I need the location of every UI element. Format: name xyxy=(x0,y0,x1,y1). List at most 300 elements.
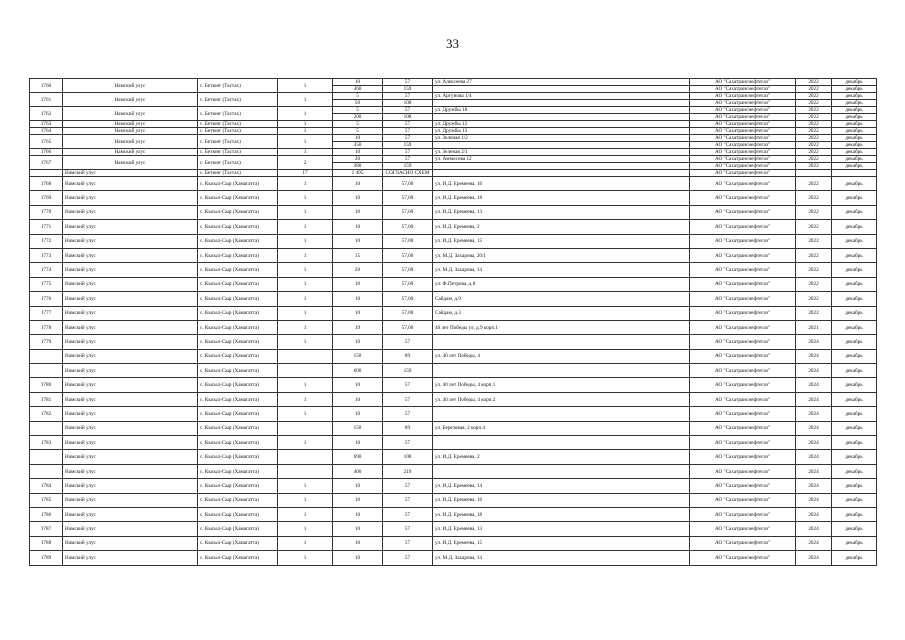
address-cell: ул. 40 лет Победы, 4 корп.1 xyxy=(433,378,690,392)
length-cell: 10 xyxy=(333,205,383,219)
diameter-cell: 57 xyxy=(383,436,433,450)
year-cell: 2022 xyxy=(796,79,832,86)
quantity-cell: 1 xyxy=(278,128,333,135)
quantity-cell: 1 xyxy=(278,306,333,320)
row-number: 1789 xyxy=(30,551,63,565)
region-cell: Намский улус xyxy=(63,479,198,493)
settlement-cell: с. Кысыл-Сыр (Хамагатта) xyxy=(198,277,278,291)
address-cell: Сайдам, д.3 xyxy=(433,306,690,320)
year-cell: 2022 xyxy=(796,156,832,163)
region-cell: Намский улус xyxy=(63,436,198,450)
organization-cell: АО "Сахатранснефтегаз" xyxy=(690,536,796,550)
organization-cell: АО "Сахатранснефтегаз" xyxy=(690,107,796,114)
month-cell: декабрь xyxy=(832,121,877,128)
address-cell xyxy=(433,436,690,450)
organization-cell: АО "Сахатранснефтегаз" xyxy=(690,191,796,205)
diameter-cell: 57,00 xyxy=(383,177,433,191)
length-cell: 10 xyxy=(333,436,383,450)
region-cell: Намский улус xyxy=(63,335,198,349)
quantity-cell: 1 xyxy=(278,121,333,128)
row-number: 1761 xyxy=(30,93,63,107)
quantity-cell xyxy=(278,450,333,464)
quantity-cell: 1 xyxy=(278,93,333,107)
settlement-cell: с. Кысыл-Сыр (Хамагатта) xyxy=(198,248,278,262)
diameter-cell: 89 xyxy=(383,349,433,363)
month-cell: декабрь xyxy=(832,392,877,406)
organization-cell: АО "Сахатранснефтегаз" xyxy=(690,479,796,493)
table-row xyxy=(30,364,877,378)
organization-cell: АО "Сахатранснефтегаз" xyxy=(690,114,796,121)
quantity-cell: 1 xyxy=(278,191,333,205)
region-cell: Намский улус xyxy=(63,93,198,107)
row-number: 1767 xyxy=(30,156,63,170)
table-row xyxy=(30,522,877,536)
region-cell: Намский улус xyxy=(63,191,198,205)
quantity-cell: 1 xyxy=(278,220,333,234)
row-number: 1776 xyxy=(30,292,63,306)
settlement-cell: с. Кысыл-Сыр (Хамагатта) xyxy=(198,493,278,507)
month-cell: декабрь xyxy=(832,205,877,219)
row-number: 1786 xyxy=(30,507,63,521)
year-cell: 2022 xyxy=(796,292,832,306)
year-cell: 2024 xyxy=(796,507,832,521)
diameter-cell: 57 xyxy=(383,536,433,550)
month-cell: декабрь xyxy=(832,320,877,334)
diameter-cell: 57,00 xyxy=(383,263,433,277)
organization-cell: АО "Сахатранснефтегаз" xyxy=(690,407,796,421)
table-row xyxy=(30,205,877,219)
table-row xyxy=(30,507,877,521)
organization-cell: АО "Сахатранснефтегаз" xyxy=(690,149,796,156)
region-cell: Намский улус xyxy=(63,392,198,406)
table-row xyxy=(30,436,877,450)
quantity-cell: 1 xyxy=(278,248,333,262)
quantity-cell: 17 xyxy=(278,170,333,177)
region-cell: Намский улус xyxy=(63,320,198,334)
settlement-cell: с. Бетюнг (Тастах) xyxy=(198,128,278,135)
organization-cell: АО "Сахатранснефтегаз" xyxy=(690,320,796,334)
organization-cell: АО "Сахатранснефтегаз" xyxy=(690,551,796,565)
table-row xyxy=(30,306,877,320)
settlement-cell: с. Кысыл-Сыр (Хамагатта) xyxy=(198,392,278,406)
settlement-cell: с. Бетюнг (Тастах) xyxy=(198,93,278,107)
organization-cell: АО "Сахатранснефтегаз" xyxy=(690,335,796,349)
quantity-cell: 1 xyxy=(278,436,333,450)
year-cell: 2022 xyxy=(796,234,832,248)
table-row xyxy=(30,156,877,163)
organization-cell: АО "Сахатранснефтегаз" xyxy=(690,205,796,219)
organization-cell: АО "Сахатранснефтегаз" xyxy=(690,142,796,149)
length-cell: 10 xyxy=(333,407,383,421)
quantity-cell xyxy=(278,364,333,378)
month-cell: декабрь xyxy=(832,349,877,363)
row-number: 1774 xyxy=(30,263,63,277)
region-cell: Намский улус xyxy=(63,149,198,156)
address-cell: ул. И.Д. Еремеева, 15 xyxy=(433,536,690,550)
settlement-cell: с. Кысыл-Сыр (Хамагатта) xyxy=(198,292,278,306)
address-cell xyxy=(433,86,690,93)
organization-cell: АО "Сахатранснефтегаз" xyxy=(690,177,796,191)
row-number: 1784 xyxy=(30,479,63,493)
organization-cell: АО "Сахатранснефтегаз" xyxy=(690,248,796,262)
table-row xyxy=(30,263,877,277)
organization-cell: АО "Сахатранснефтегаз" xyxy=(690,392,796,406)
year-cell: 2024 xyxy=(796,479,832,493)
settlement-cell: с. Бетюнг (Тастах) xyxy=(198,121,278,128)
register-body xyxy=(30,79,877,566)
month-cell: декабрь xyxy=(832,128,877,135)
settlement-cell: с. Бетюнг (Тастах) xyxy=(198,156,278,170)
diameter-cell: 57,00 xyxy=(383,277,433,291)
length-cell: 20 xyxy=(333,263,383,277)
length-cell: 150 xyxy=(333,421,383,435)
table-row xyxy=(30,220,877,234)
table-row xyxy=(30,392,877,406)
diameter-cell: 57 xyxy=(383,335,433,349)
diameter-cell: 159 xyxy=(383,364,433,378)
address-cell xyxy=(433,100,690,107)
year-cell: 2024 xyxy=(796,493,832,507)
organization-cell: АО "Сахатранснефтегаз" xyxy=(690,135,796,142)
address-cell: ул. И.Д. Еремеева, 2 xyxy=(433,220,690,234)
diameter-cell: 159 xyxy=(383,163,433,170)
diameter-cell: 57 xyxy=(383,493,433,507)
quantity-cell: 1 xyxy=(278,292,333,306)
organization-cell: АО "Сахатранснефтегаз" xyxy=(690,93,796,100)
row-number: 1771 xyxy=(30,220,63,234)
diameter-cell: 57 xyxy=(383,107,433,114)
settlement-cell: с. Кысыл-Сыр (Хамагатта) xyxy=(198,234,278,248)
address-cell: ул. И.Д. Еремеева, 2 xyxy=(433,450,690,464)
settlement-cell: с. Кысыл-Сыр (Хамагатта) xyxy=(198,320,278,334)
length-cell: 5 xyxy=(333,107,383,114)
settlement-cell: с. Кысыл-Сыр (Хамагатта) xyxy=(198,522,278,536)
address-cell: ул. И.Д. Еремеева, 14 xyxy=(433,479,690,493)
organization-cell: АО "Сахатранснефтегаз" xyxy=(690,292,796,306)
region-cell: Намский улус xyxy=(63,421,198,435)
settlement-cell: с. Кысыл-Сыр (Хамагатта) xyxy=(198,177,278,191)
diameter-cell: 57,00 xyxy=(383,234,433,248)
month-cell: декабрь xyxy=(832,464,877,478)
row-number: 1763 xyxy=(30,121,63,128)
row-number: 1770 xyxy=(30,205,63,219)
address-cell: ул. Березовая, 2 корп.4 xyxy=(433,421,690,435)
address-cell: ул. Аргунова 1/4 xyxy=(433,93,690,100)
table-row xyxy=(30,121,877,128)
length-cell: 10 xyxy=(333,551,383,565)
year-cell: 2024 xyxy=(796,349,832,363)
year-cell: 2022 xyxy=(796,248,832,262)
quantity-cell: 1 xyxy=(278,234,333,248)
month-cell: декабрь xyxy=(832,248,877,262)
diameter-cell: 57,00 xyxy=(383,191,433,205)
organization-cell: АО "Сахатранснефтегаз" xyxy=(690,349,796,363)
organization-cell: АО "Сахатранснефтегаз" xyxy=(690,234,796,248)
length-cell: 360 xyxy=(333,86,383,93)
month-cell: декабрь xyxy=(832,86,877,93)
address-cell: ул. Дружбы 12 xyxy=(433,121,690,128)
organization-cell: АО "Сахатранснефтегаз" xyxy=(690,121,796,128)
year-cell: 2024 xyxy=(796,536,832,550)
diameter-cell: СОГЛАСНО СХЕМ xyxy=(383,170,433,177)
address-cell: ул. 40 лет Победы, 4 xyxy=(433,349,690,363)
region-cell: Намский улус xyxy=(63,79,198,93)
year-cell: 2022 xyxy=(796,93,832,100)
address-cell xyxy=(433,142,690,149)
organization-cell: АО "Сахатранснефтегаз" xyxy=(690,493,796,507)
diameter-cell: 89 xyxy=(383,421,433,435)
month-cell: декабрь xyxy=(832,163,877,170)
year-cell xyxy=(796,170,832,177)
settlement-cell: с. Кысыл-Сыр (Хамагатта) xyxy=(198,464,278,478)
region-cell: Намский улус xyxy=(63,234,198,248)
month-cell: декабрь xyxy=(832,536,877,550)
diameter-cell: 57,00 xyxy=(383,248,433,262)
row-number: 1778 xyxy=(30,320,63,334)
length-cell: 50 xyxy=(333,100,383,107)
region-cell: Намский улус xyxy=(63,121,198,128)
quantity-cell: 1 xyxy=(278,522,333,536)
month-cell: декабрь xyxy=(832,114,877,121)
settlement-cell: с. Бетюнг (Тастах) xyxy=(198,170,278,177)
table-row xyxy=(30,177,877,191)
region-cell: Намский улус xyxy=(63,135,198,149)
address-cell xyxy=(433,407,690,421)
region-cell: Намский улус xyxy=(63,205,198,219)
year-cell: 2024 xyxy=(796,450,832,464)
quantity-cell xyxy=(278,421,333,435)
length-cell: 10 xyxy=(333,149,383,156)
region-cell: Намский улус xyxy=(63,107,198,121)
year-cell: 2022 xyxy=(796,121,832,128)
region-cell: Намский улус xyxy=(63,450,198,464)
year-cell: 2024 xyxy=(796,364,832,378)
region-cell: Намский улус xyxy=(63,128,198,135)
gasification-register-table xyxy=(29,78,877,566)
length-cell: 10 xyxy=(333,335,383,349)
organization-cell: АО "Сахатранснефтегаз" xyxy=(690,436,796,450)
length-cell: 10 xyxy=(333,306,383,320)
row-number: 1783 xyxy=(30,436,63,450)
region-cell: Намский улус xyxy=(63,378,198,392)
settlement-cell: с. Бетюнг (Тастах) xyxy=(198,135,278,149)
length-cell: 10 xyxy=(333,277,383,291)
length-cell: 10 xyxy=(333,392,383,406)
region-cell: Намский улус xyxy=(63,220,198,234)
table-row xyxy=(30,421,877,435)
diameter-cell: 57 xyxy=(383,93,433,100)
settlement-cell: с. Кысыл-Сыр (Хамагатта) xyxy=(198,479,278,493)
table-row xyxy=(30,378,877,392)
length-cell: 10 xyxy=(333,536,383,550)
organization-cell: АО "Сахатранснефтегаз" xyxy=(690,86,796,93)
row-number: 1766 xyxy=(30,149,63,156)
region-cell: Намский улус xyxy=(63,551,198,565)
quantity-cell: 1 xyxy=(278,320,333,334)
address-cell: ул. И.Д. Еремеева, 13 xyxy=(433,522,690,536)
region-cell: Намский улус xyxy=(63,536,198,550)
row-number: 1777 xyxy=(30,306,63,320)
quantity-cell: 1 xyxy=(278,507,333,521)
month-cell: декабрь xyxy=(832,407,877,421)
settlement-cell: с. Кысыл-Сыр (Хамагатта) xyxy=(198,364,278,378)
length-cell: 15 xyxy=(333,248,383,262)
table-row xyxy=(30,79,877,86)
year-cell: 2022 xyxy=(796,306,832,320)
month-cell: декабрь xyxy=(832,263,877,277)
settlement-cell: с. Кысыл-Сыр (Хамагатта) xyxy=(198,507,278,521)
row-number: 1773 xyxy=(30,248,63,262)
row-number: 1782 xyxy=(30,407,63,421)
region-cell: Намский улус xyxy=(63,522,198,536)
table-row xyxy=(30,107,877,114)
year-cell: 2022 xyxy=(796,135,832,142)
organization-cell: АО "Сахатранснефтегаз" xyxy=(690,364,796,378)
length-cell: 10 xyxy=(333,177,383,191)
table-row xyxy=(30,551,877,565)
settlement-cell: с. Кысыл-Сыр (Хамагатта) xyxy=(198,349,278,363)
settlement-cell: с. Кысыл-Сыр (Хамагатта) xyxy=(198,378,278,392)
organization-cell: АО "Сахатранснефтегаз" xyxy=(690,100,796,107)
settlement-cell: с. Бетюнг (Тастах) xyxy=(198,79,278,93)
region-cell: Намский улус xyxy=(63,177,198,191)
settlement-cell: с. Кысыл-Сыр (Хамагатта) xyxy=(198,536,278,550)
diameter-cell: 57 xyxy=(383,407,433,421)
table-row xyxy=(30,479,877,493)
address-cell xyxy=(433,114,690,121)
row-number: 1772 xyxy=(30,234,63,248)
month-cell: декабрь xyxy=(832,522,877,536)
address-cell: ул. М.Д. Захарова, 14 xyxy=(433,551,690,565)
month-cell: декабрь xyxy=(832,156,877,163)
month-cell: декабрь xyxy=(832,149,877,156)
length-cell: 380 xyxy=(333,163,383,170)
month-cell: декабрь xyxy=(832,292,877,306)
address-cell: ул. Дружбы 13 xyxy=(433,128,690,135)
month-cell: декабрь xyxy=(832,93,877,100)
month-cell: декабрь xyxy=(832,191,877,205)
length-cell: 400 xyxy=(333,464,383,478)
row-number: 1765 xyxy=(30,135,63,149)
row-number: 1768 xyxy=(30,177,63,191)
quantity-cell: 1 xyxy=(278,551,333,565)
address-cell xyxy=(433,163,690,170)
quantity-cell xyxy=(278,349,333,363)
month-cell: декабрь xyxy=(832,450,877,464)
table-row xyxy=(30,191,877,205)
settlement-cell: с. Кысыл-Сыр (Хамагатта) xyxy=(198,191,278,205)
month-cell xyxy=(832,170,877,177)
row-number: 1762 xyxy=(30,107,63,121)
year-cell: 2022 xyxy=(796,277,832,291)
quantity-cell: 2 xyxy=(278,156,333,170)
month-cell: декабрь xyxy=(832,479,877,493)
length-cell: 150 xyxy=(333,349,383,363)
diameter-cell: 57,00 xyxy=(383,292,433,306)
table-row xyxy=(30,93,877,100)
organization-cell: АО "Сахатранснефтегаз" xyxy=(690,277,796,291)
length-cell: 10 xyxy=(333,507,383,521)
diameter-cell: 57,00 xyxy=(383,320,433,334)
diameter-cell: 108 xyxy=(383,100,433,107)
length-cell: 10 xyxy=(333,220,383,234)
diameter-cell: 108 xyxy=(383,114,433,121)
month-cell: декабрь xyxy=(832,378,877,392)
length-cell: 600 xyxy=(333,364,383,378)
year-cell: 2024 xyxy=(796,522,832,536)
length-cell: 10 xyxy=(333,79,383,86)
year-cell: 2022 xyxy=(796,128,832,135)
length-cell: 1 495 xyxy=(333,170,383,177)
diameter-cell: 57 xyxy=(383,392,433,406)
year-cell: 2022 xyxy=(796,149,832,156)
organization-cell: АО "Сахатранснефтегаз" xyxy=(690,128,796,135)
month-cell: декабрь xyxy=(832,142,877,149)
page-number: 33 xyxy=(446,36,459,51)
row-number xyxy=(30,349,63,363)
length-cell: 690 xyxy=(333,450,383,464)
month-cell: декабрь xyxy=(832,135,877,142)
length-cell: 5 xyxy=(333,93,383,100)
settlement-cell: с. Кысыл-Сыр (Хамагатта) xyxy=(198,263,278,277)
length-cell: 10 xyxy=(333,479,383,493)
diameter-cell: 159 xyxy=(383,142,433,149)
organization-cell: АО "Сахатранснефтегаз" xyxy=(690,170,796,177)
row-number: 1775 xyxy=(30,277,63,291)
year-cell: 2022 xyxy=(796,205,832,219)
address-cell: ул. Зеленая 1/2 xyxy=(433,135,690,142)
length-cell: 10 xyxy=(333,522,383,536)
address-cell: ул. И.Д. Еремеева, 15 xyxy=(433,234,690,248)
address-cell: Сайдам, д.9 xyxy=(433,292,690,306)
settlement-cell: с. Кысыл-Сыр (Хамагатта) xyxy=(198,421,278,435)
year-cell: 2022 xyxy=(796,177,832,191)
month-cell: декабрь xyxy=(832,177,877,191)
organization-cell: АО "Сахатранснефтегаз" xyxy=(690,464,796,478)
quantity-cell: 1 xyxy=(278,263,333,277)
quantity-cell: 1 xyxy=(278,107,333,121)
row-number: 1781 xyxy=(30,392,63,406)
month-cell: декабрь xyxy=(832,493,877,507)
length-cell: 10 xyxy=(333,234,383,248)
quantity-cell: 1 xyxy=(278,536,333,550)
row-number: 1780 xyxy=(30,378,63,392)
address-cell: ул. И.Д. Еремеева, 16 xyxy=(433,493,690,507)
diameter-cell: 57 xyxy=(383,135,433,142)
address-cell: ул. М.Д. Захарова, 20/1 xyxy=(433,248,690,262)
settlement-cell: с. Бетюнг (Тастах) xyxy=(198,107,278,121)
table-row xyxy=(30,248,877,262)
table-row xyxy=(30,170,877,177)
region-cell: Намский улус xyxy=(63,156,198,170)
diameter-cell: 57 xyxy=(383,121,433,128)
region-cell: Намский улус xyxy=(63,292,198,306)
organization-cell: АО "Сахатранснефтегаз" xyxy=(690,156,796,163)
region-cell: Намский улус xyxy=(63,464,198,478)
region-cell: Намский улус xyxy=(63,364,198,378)
month-cell: декабрь xyxy=(832,436,877,450)
year-cell: 2024 xyxy=(796,551,832,565)
quantity-cell: 1 xyxy=(278,277,333,291)
quantity-cell: 1 xyxy=(278,177,333,191)
month-cell: декабрь xyxy=(832,234,877,248)
table-row xyxy=(30,234,877,248)
region-cell: Намский улус xyxy=(63,306,198,320)
diameter-cell: 57 xyxy=(383,378,433,392)
month-cell: декабрь xyxy=(832,507,877,521)
region-cell: Намский улус xyxy=(63,277,198,291)
organization-cell: АО "Сахатранснефтегаз" xyxy=(690,163,796,170)
